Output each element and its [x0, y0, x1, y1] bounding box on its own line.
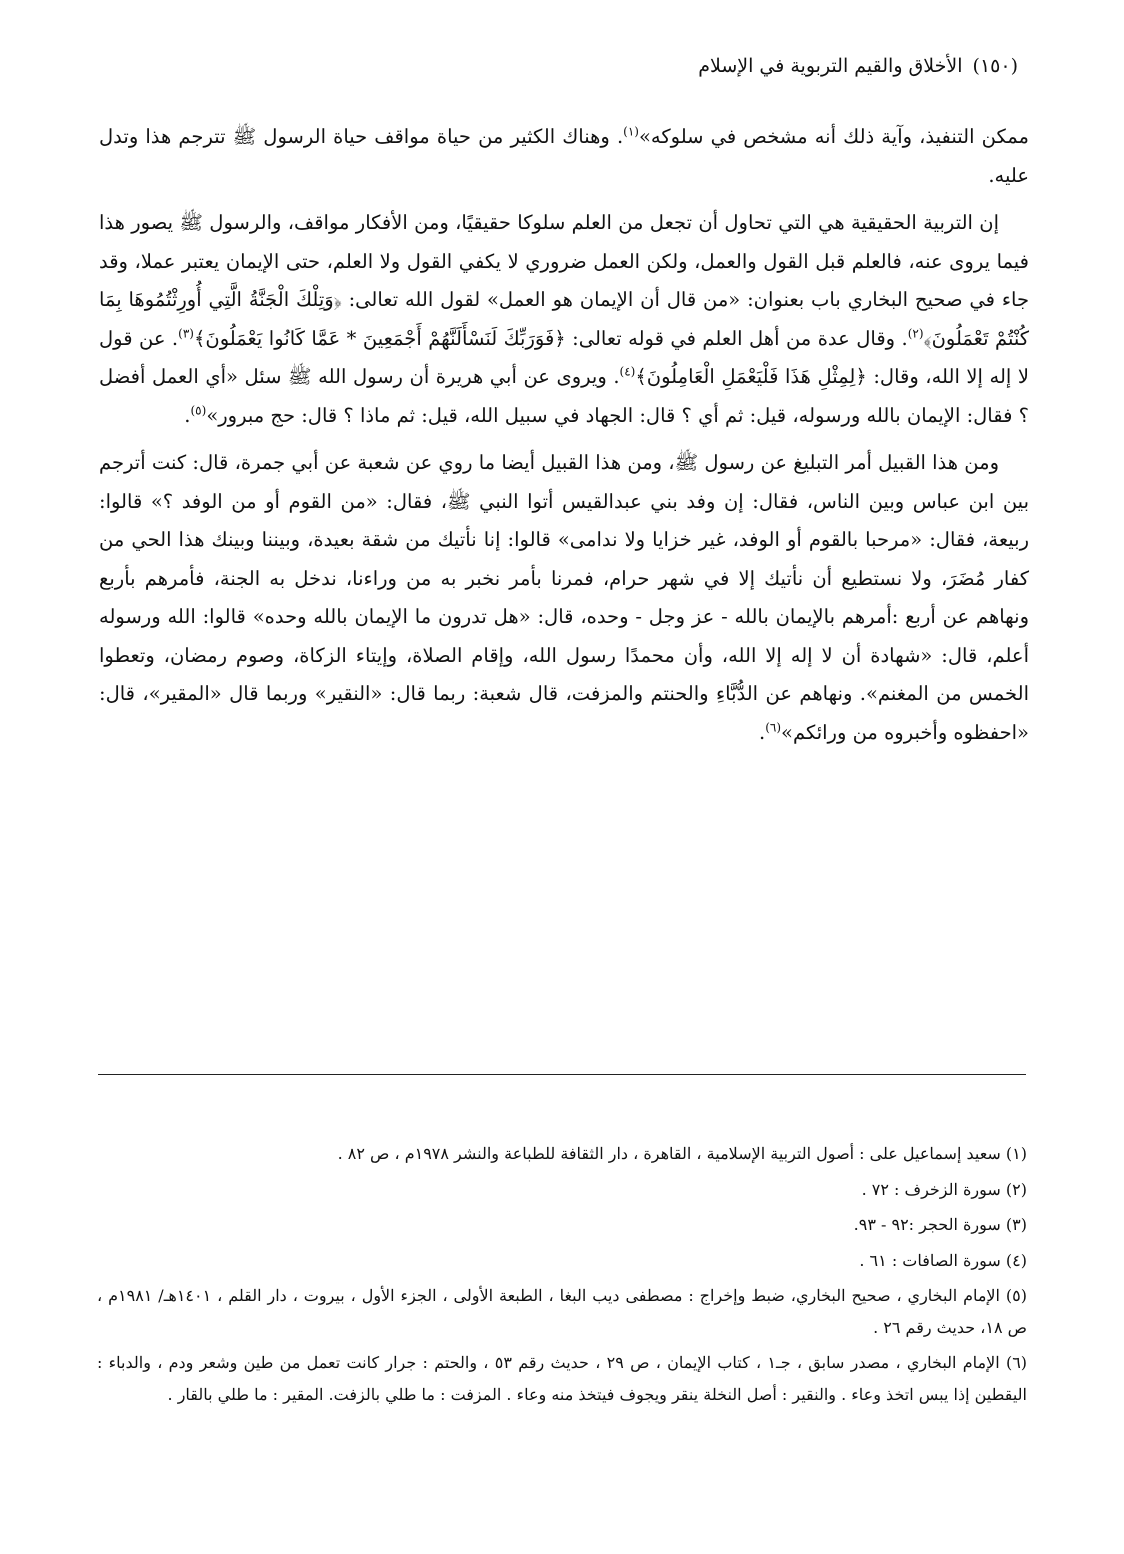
paragraph-text: إن التربية الحقيقية هي التي تحاول أن تجعل من العلم سلوكا حقيقيًا، ومن الأفكار مواقف، والرسول ﷺ يصور هذا فيما يروى عنه، فالعلم قبل القول والعمل، ولكن العمل ضروري لا يكفي القول ولا العلم، حتى الإيمان يعتبر عملا، وقد جاء في صحيح البخاري باب بعنوان: «من قال أن الإيمان هو العمل» لقول الله تعالى: ﴿وَتِلْكَ الْجَنَّةُ الَّتِي أُورِثْتُمُوهَا بِمَا كُنْتُمْ تَعْمَلُونَ﴾ — [99, 211, 1029, 350]
paragraph-text: . وهناك الكثير من حياة مواقف حياة الرسول ﷺ تترجم هذا وتدل عليه. — [99, 125, 1029, 187]
book-title: الأخلاق والقيم التربوية في الإسلام — [698, 55, 963, 77]
footnotes — [97, 1138, 1027, 1414]
footnote-4: (٤) سورة الصافات : ٦١ . — [859, 1250, 1027, 1270]
footnote-3: (٣) سورة الحجر :٩٢ - ٩٣. — [853, 1215, 1027, 1234]
footnote-ref-4: (٤) — [619, 364, 636, 379]
footnote-6: (٦) الإمام البخاري ، مصدر سابق ، جـ١ ، كتاب الإيمان ، ص ٢٩ ، حديث رقم ٥٣ ، والحتم : جرار كانت تعمل من طين وشعر ودم ، والدباء : اليقطين إذا يبس اتخذ وعاء . والنقير : أصل النخلة ينقر ويجوف فيتخذ منه وعاء . المزفت : ما طلي بالزفت. المقير : ما طلي بالقار . — [97, 1353, 1028, 1404]
paragraph-text: ومن هذا القبيل أمر التبليغ عن رسول ﷺ، ومن هذا القبيل أيضا ما روي عن شعبة عن أبي جمرة، قال: كنت أترجم بين ابن عباس وبين الناس، فقال: إن وفد بني عبدالقيس أتوا النبي ﷺ، فقال: «من القوم أو من الوفد ؟» قالوا: ربيعة، فقال: «مرحبا بالقوم أو الوفد، غير خزايا ولا ندامى» قالوا: إنا نأتيك من شقة بعيدة، وبيننا وبينك هذا الحي من كفار مُضَرَ، ولا نستطيع أن نأتيك إلا في شهر حرام، فمرنا بأمر نخبر به من وراءنا، ندخل به الجنة، فأمرهم بأربع ونهاهم عن أربع :أمرهم بالإيمان بالله - عز وجل - وحده، قال: «هل تدرون ما الإيمان بالله وحده» قالوا: الله ورسوله أعلم، قال: «شهادة أن لا إله إلا الله، وأن محمدًا رسول الله، وإقام الصلاة، وإيتاء الزكاة، وصوم رمضان، وتعطوا الخمس من المغنم». ونهاهم عن الدُّبَّاءِ والحنتم والمزفت، قال شعبة: ربما قال: «النقير» وربما قال «المقير»، قال: «احفظوه وأخبروه من ورائكم» — [99, 451, 1029, 744]
paragraph-3 — [99, 444, 1029, 752]
page-number: (١٥٠) — [972, 55, 1018, 77]
paragraph-1 — [99, 118, 1029, 195]
paragraph-text: . ويروى عن أبي هريرة أن رسول الله ﷺ سئل «أي العمل أفضل ؟ فقال: الإيمان بالله ورسوله، قيل: ثم أي ؟ قال: الجهاد في سبيل الله، قيل: ثم ماذا ؟ قال: حج مبرور» — [99, 365, 1029, 427]
paragraph-text: . — [759, 720, 766, 744]
footnote-ref-6: (٦) — [765, 720, 782, 734]
footnote-5: (٥) الإمام البخاري ، صحيح البخاري، ضبط وإخراج : مصطفى ديب البغا ، الطبعة الأولى ، الجزء الأول ، بيروت ، دار القلم ، ١٤٠١هـ/ ١٩٨١م ، ص ١٨، حديث رقم ٢٦ . — [97, 1286, 1028, 1337]
paragraph-2 — [99, 204, 1029, 435]
footnote-1: (١) سعيد إسماعيل على : أصول التربية الإسلامية ، القاهرة ، دار الثقافة للطباعة والنشر ١٩٧٨م ، ص ٨٢ . — [337, 1144, 1027, 1163]
paragraph-text: . وقال عدة من أهل العلم في قوله تعالى: ﴿فَوَرَبِّكَ لَنَسْأَلَنَّهُمْ أَجْمَعِينَ * عَمَّا كَانُوا يَعْمَلُونَ﴾ — [193, 326, 908, 350]
paragraph-text: ممكن التنفيذ، وآية ذلك أنه مشخص في سلوكه» — [638, 125, 1029, 148]
running-header — [88, 52, 1018, 80]
footnote-ref-3: (٣) — [178, 326, 194, 340]
footnote-2: (٢) سورة الزخرف : ٧٢ . — [861, 1179, 1027, 1199]
footnote-ref-2: (٢) — [907, 326, 924, 340]
footnote-ref-5: (٥) — [190, 403, 207, 417]
footnote-ref-1: (١) — [623, 124, 639, 139]
paragraph-text: . عن قول لا إله إلا الله، وقال: ﴿لِمِثْلِ هَذَا فَلْيَعْمَلِ الْعَامِلُونَ﴾ — [99, 326, 1029, 388]
main-text — [99, 118, 1029, 761]
paragraph-text: . — [184, 403, 191, 427]
footnote-separator — [98, 1074, 1026, 1075]
